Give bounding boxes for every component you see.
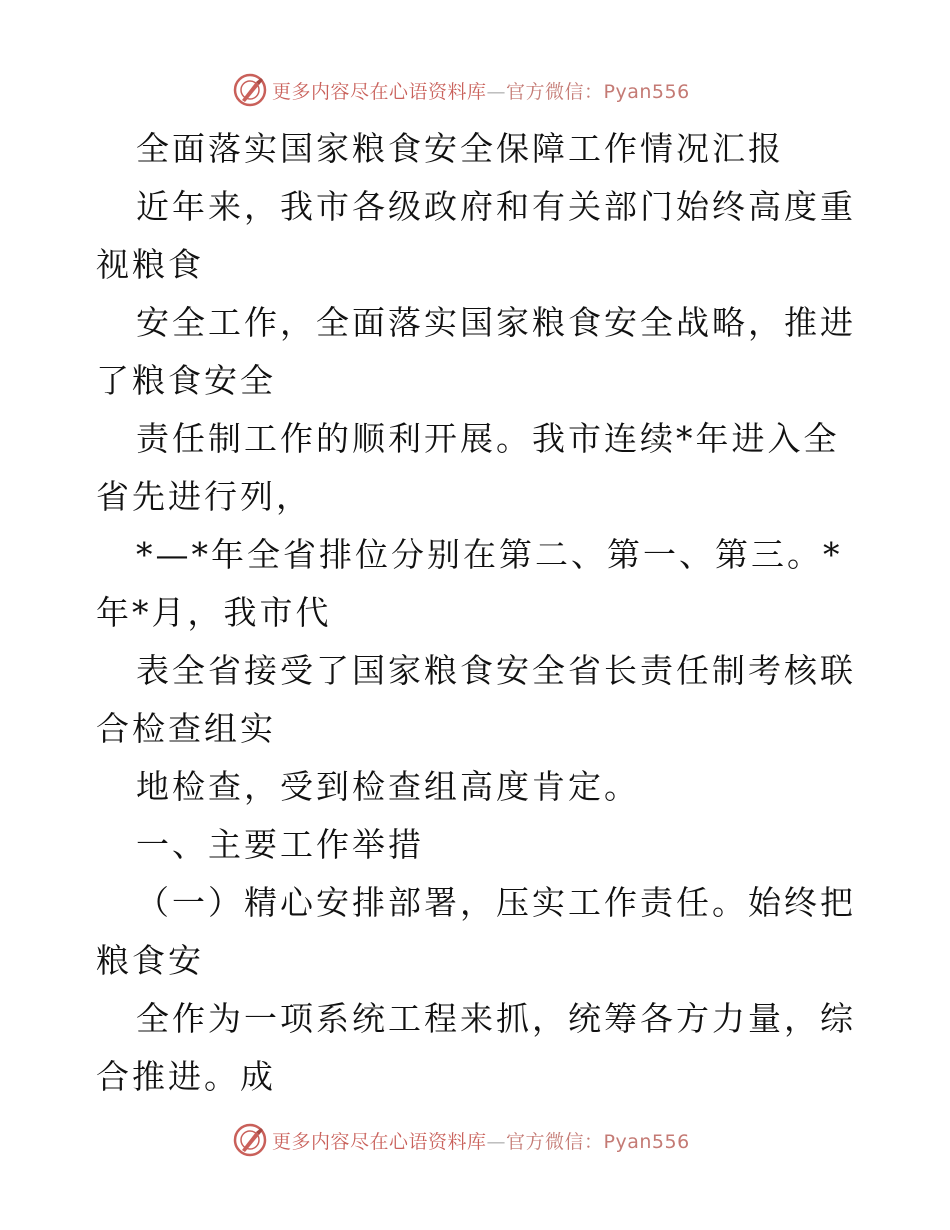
pen-logo-icon <box>232 72 268 108</box>
paragraph: 安全工作，全面落实国家粮食安全战略，推进了粮食安全 <box>96 303 856 400</box>
pen-logo-icon <box>232 1122 268 1158</box>
header-watermark <box>232 70 690 110</box>
watermark-text: 更多内容尽在心语资料库—官方微信：Pyan556 <box>272 1130 690 1153</box>
document-title: 全面落实国家粮食安全保障工作情况汇报 <box>136 129 784 168</box>
watermark-text: 更多内容尽在心语资料库—官方微信：Pyan556 <box>272 80 690 103</box>
paragraph: 全作为一项系统工程来抓，统筹各方力量，综合推进。成 <box>96 999 856 1096</box>
paragraph: 近年来，我市各级政府和有关部门始终高度重视粮食 <box>96 187 856 284</box>
paragraph: （一）精心安排部署，压实工作责任。始终把粮食安 <box>96 883 856 980</box>
paragraph: 责任制工作的顺利开展。我市连续*年进入全省先进行列， <box>96 419 840 516</box>
footer-watermark <box>232 1120 690 1160</box>
section-heading: 一、主要工作举措 <box>136 825 424 864</box>
paragraph: *—*年全省排位分别在第二、第一、第三。*年*月，我市代 <box>96 535 843 632</box>
paragraph: 地检查，受到检查组高度肯定。 <box>136 767 640 806</box>
paragraph: 表全省接受了国家粮食安全省长责任制考核联合检查组实 <box>96 651 856 748</box>
document-body <box>96 120 856 1106</box>
